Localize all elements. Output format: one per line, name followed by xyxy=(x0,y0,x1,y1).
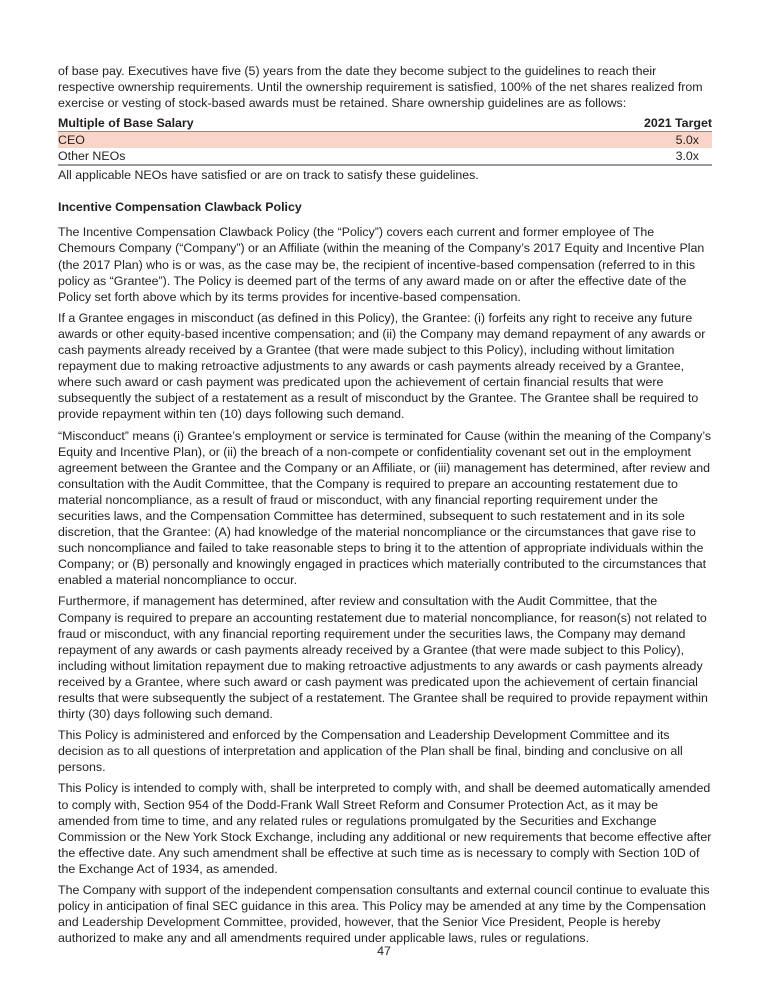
section-heading: Incentive Compensation Clawback Policy xyxy=(58,200,302,215)
policy-paragraph: If a Grantee engages in misconduct (as defined in this Policy), the Grantee: (i) forfeits any right to receive any future awards or other equity-based incentive compensation; and (ii) the Company may demand repayment of any awards or cash payments already received by a Grantee (that were made subject to this Policy), including without limitation repayment due to making retroactive adjustments to any awards or cash payments already received by a Grantee, where such award or cash payment was predicated upon the achievement of certain financial results that were subsequently the subject of a restatement as a result of misconduct by the Grantee. The Grantee shall be required to provide repayment within ten (10) days following such demand. xyxy=(58,310,706,422)
policy-paragraph: This Policy is intended to comply with, shall be interpreted to comply with, and shall be deemed automatically amended to comply with, Section 954 of the Dodd-Frank Wall Street Reform and Consumer Protection Act, as it may be amended from time to time, and any related rules or regulations promulgated by the Securities and Exchange Commission or the New York Stock Exchange, including any additional or new requirements that become effective after the effective date. Any such amendment shall be effective at such time as is necessary to comply with Section 10D of the Exchange Act of 1934, as amended. xyxy=(58,781,712,876)
table-row xyxy=(58,132,712,149)
row-role: Other NEOs xyxy=(58,148,494,165)
policy-paragraph: “Misconduct” means (i) Grantee’s employment or service is terminated for Cause (within the meaning of the Company’s Equity and Incentive Plan), or (ii) the breach of a non-compete or confidentiality covenant set out in the employment agreement between the Grantee and the Company or an Affiliate, or (iii) management has determined, after review and consultation with the Audit Committee, that the Company is required to prepare an accounting restatement due to material noncompliance, as a result of fraud or misconduct, with any financial reporting requirement under the securities laws, and the Compensation Committee has determined, subsequent to such restatement and in its sole discretion, that the Grantee: (A) had knowledge of the material noncompliance or the circumstances that gave rise to such noncompliance and failed to take reasonable steps to bring it to the attention of appropriate individuals within the Company; or (B) personally and knowingly engaged in practices which materially contributed to the circumstances that enabled a material noncompliance to occur. xyxy=(58,428,712,588)
policy-paragraph: Furthermore, if management has determined, after review and consultation with the Audit Committee, that the Company is required to prepare an accounting restatement due to material noncompliance, for reason(s) not related to fraud or misconduct, with any financial reporting requirement under the securities laws, the Company may demand repayment of any awards or cash payments already received by a Grantee (that were made subject to this Policy), including without limitation repayment due to making retroactive adjustments to any awards or cash payments already received by a Grantee, where such award or cash payment was predicated upon the achievement of certain financial results that were subsequently the subject of a restatement. The Grantee shall be required to provide repayment within thirty (30) days following such demand. xyxy=(58,594,708,722)
row-target: 5.0x xyxy=(494,132,712,149)
policy-paragraph: The Company with support of the independent compensation consultants and external council continue to evaluate this policy in anticipation of final SEC guidance in this area. This Policy may be amended at any time by the Compensation and Leadership Development Committee, provided, however, that the Senior Vice President, People is hereby authorized to make any and all amendments required under applicable laws, rules or regulations. xyxy=(58,883,710,946)
row-role: CEO xyxy=(58,132,494,149)
table-note: All applicable NEOs have satisfied or are on track to satisfy these guidelines. xyxy=(58,168,479,183)
document-page xyxy=(58,63,712,951)
column-header-multiple: Multiple of Base Salary xyxy=(58,115,494,132)
page-number: 47 xyxy=(377,944,391,958)
column-header-target: 2021 Target xyxy=(494,115,712,132)
policy-paragraph: This Policy is administered and enforced by the Compensation and Leadership Development Committee and its decision as to all questions of interpretation and application of the Plan shall be final, binding and conclusive on all persons. xyxy=(58,728,683,775)
table-row xyxy=(58,148,712,165)
intro-paragraph: of base pay. Executives have five (5) years from the date they become subject to the guidelines to reach their respective ownership requirements. Until the ownership requirement is satisfied, 100% of the net shares realized from exercise or vesting of stock-based awards must be retained. Share ownership guidelines are as follows: xyxy=(58,64,703,111)
policy-paragraph: The Incentive Compensation Clawback Policy (the “Policy”) covers each current and former employee of The Chemours Company (“Company”) or an Affiliate (within the meaning of the Company’s 2017 Equity and Incentive Plan (the 2017 Plan) who is or was, as the case may be, the recipient of incentive-based compensation (referred to in this policy as “Grantee”). The Policy is deemed part of the terms of any award made on or after the effective date of the Policy set forth above which by its terms provides for incentive-based compensation. xyxy=(58,225,705,304)
ownership-guidelines-table xyxy=(58,115,712,166)
table-header-row xyxy=(58,115,712,132)
row-target: 3.0x xyxy=(494,148,712,165)
